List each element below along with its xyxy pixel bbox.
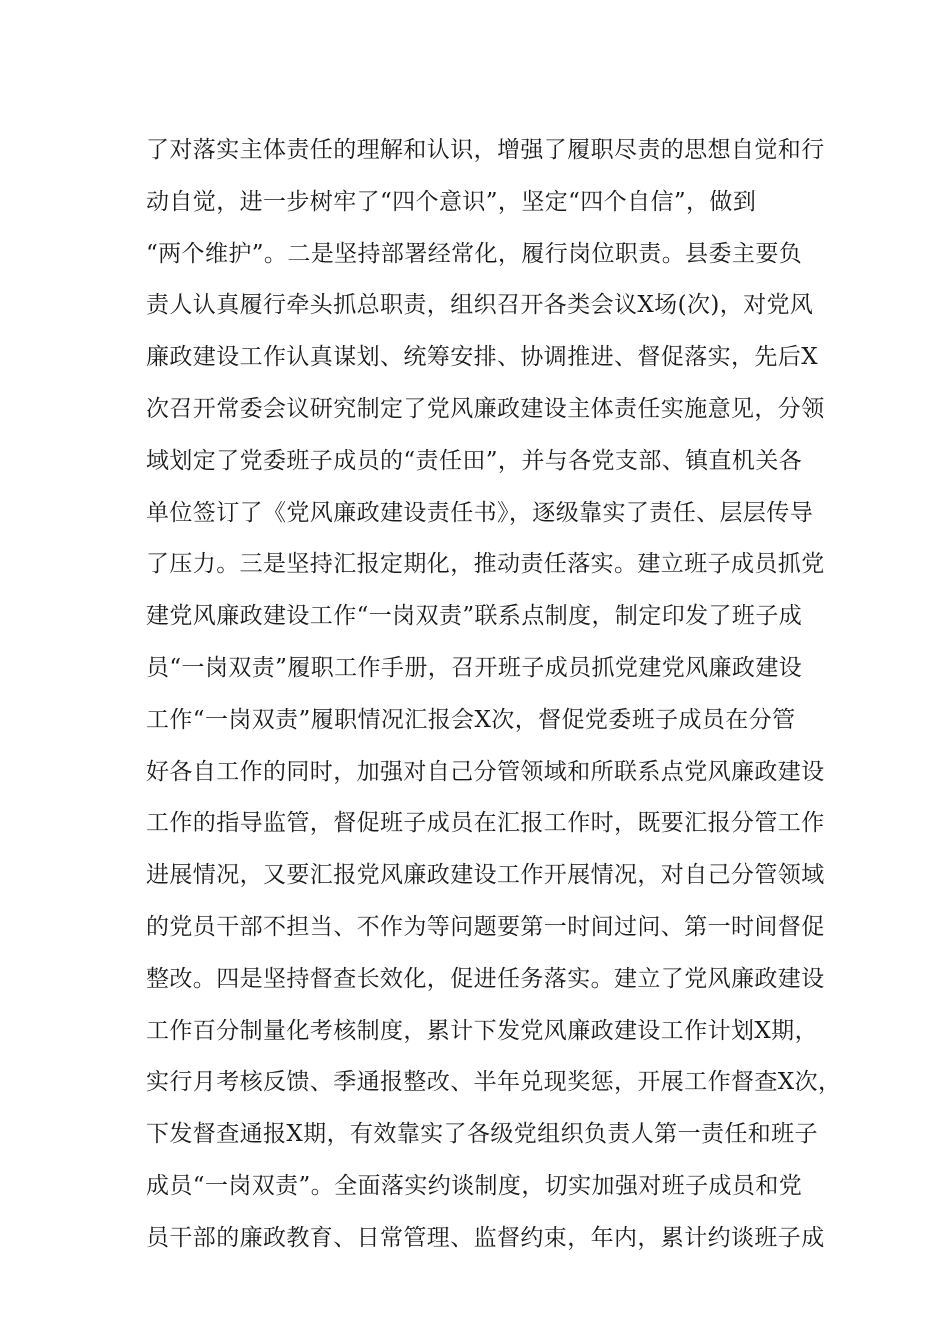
body-line: 下发督查通报X期，有效靠实了各级党组织负责人第一责任和班子 xyxy=(146,1121,818,1148)
body-line: 工作的指导监管，督促班子成员在汇报工作时，既要汇报分管工作 xyxy=(146,810,825,837)
body-line: 成员“一岗双责”。全面落实约谈制度，切实加强对班子成员和党 xyxy=(146,1172,803,1199)
body-line: “两个维护”。二是坚持部署经常化，履行岗位职责。县委主要负 xyxy=(146,240,803,267)
body-line: 次召开常委会议研究制定了党风廉政建设主体责任实施意见，分领 xyxy=(146,395,825,422)
body-line: 员“一岗双责”履职工作手册，召开班子成员抓党建党风廉政建设 xyxy=(146,654,803,681)
body-line: 工作百分制量化考核制度，累计下发党风廉政建设工作计划X期， xyxy=(146,1017,818,1044)
body-line: 进展情况，又要汇报党风廉政建设工作开展情况，对自己分管领域 xyxy=(146,862,825,889)
body-line: 廉政建设工作认真谋划、统筹安排、协调推进、督促落实，先后X xyxy=(146,344,818,371)
body-line: 域划定了党委班子成员的“责任田”，并与各党支部、镇直机关各 xyxy=(146,447,803,474)
body-line: 实行月考核反馈、季通报整改、半年兑现奖惩，开展工作督查X次， xyxy=(146,1069,842,1096)
body-line: 工作“一岗双责”履职情况汇报会X次，督促党委班子成员在分管 xyxy=(146,706,796,733)
body-line: 整改。四是坚持督查长效化，促进任务落实。建立了党风廉政建设 xyxy=(146,965,825,992)
body-line: 了对落实主体责任的理解和认识，增强了履职尽责的思想自觉和行 xyxy=(146,137,825,163)
body-line: 员干部的廉政教育、日常管理、监督约束，年内，累计约谈班子成 xyxy=(146,1224,825,1251)
body-line: 建党风廉政建设工作“一岗双责”联系点制度，制定印发了班子成 xyxy=(146,603,803,630)
body-line: 了压力。三是坚持汇报定期化，推动责任落实。建立班子成员抓党 xyxy=(146,551,825,578)
body-line: 的党员干部不担当、不作为等问题要第一时间过问、第一时间督促 xyxy=(146,913,825,940)
body-line: 好各自工作的同时，加强对自己分管领域和所联系点党风廉政建设 xyxy=(146,758,825,785)
body-line: 动自觉，进一步树牢了“四个意识”，坚定“四个自信”，做到 xyxy=(146,188,757,215)
document-body xyxy=(146,125,842,1265)
body-line: 单位签订了《党风廉政建设责任书》，逐级靠实了责任、层层传导 xyxy=(146,499,814,526)
body-line: 责人认真履行牵头抓总职责，组织召开各类会议X场(次)，对党风 xyxy=(146,292,814,319)
